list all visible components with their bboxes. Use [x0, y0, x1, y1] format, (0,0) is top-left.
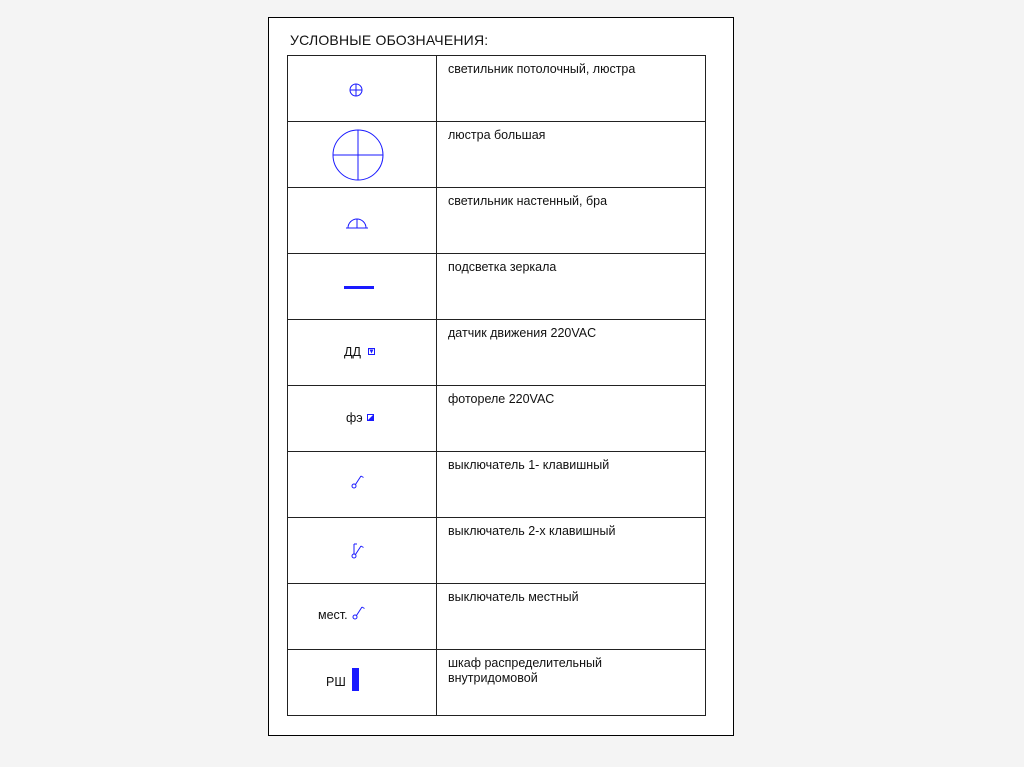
- symbol-label: ДД: [344, 345, 361, 359]
- description-cell: [437, 386, 706, 452]
- legend-table: [287, 55, 706, 716]
- legend-row: [288, 650, 706, 716]
- distribution-cabinet-icon: [352, 668, 360, 692]
- description-cell: [437, 254, 706, 320]
- description-cell: [437, 452, 706, 518]
- symbol-cell: [288, 386, 437, 452]
- switch-2-key-icon: [351, 542, 365, 560]
- description-cell: [437, 320, 706, 386]
- description-text: выключатель местный: [448, 590, 579, 604]
- description-text: выключатель 1- клавишный: [448, 458, 610, 472]
- legend-row: [288, 386, 706, 452]
- legend-row: [288, 188, 706, 254]
- description-cell: [437, 584, 706, 650]
- symbol-cell: [288, 320, 437, 386]
- description-cell: [437, 518, 706, 584]
- description-text: шкаф распределительный внутридомовой: [448, 656, 602, 685]
- description-text: выключатель 2-х клавишный: [448, 524, 616, 538]
- description-text: подсветка зеркала: [448, 260, 557, 274]
- description-text: датчик движения 220VAC: [448, 326, 597, 340]
- legend-page: [268, 17, 734, 736]
- legend-row: [288, 518, 706, 584]
- legend-title: УСЛОВНЫЕ ОБОЗНАЧЕНИЯ:: [290, 32, 489, 48]
- symbol-label: РШ: [326, 675, 346, 689]
- symbol-cell: [288, 452, 437, 518]
- legend-row: [288, 320, 706, 386]
- description-text: светильник потолочный, люстра: [448, 62, 636, 76]
- symbol-cell: [288, 584, 437, 650]
- symbol-cell: [288, 56, 437, 122]
- description-text: фотореле 220VAC: [448, 392, 555, 406]
- motion-sensor-icon: [368, 348, 376, 356]
- legend-row: [288, 254, 706, 320]
- legend-row: [288, 452, 706, 518]
- symbol-label: фэ: [346, 411, 363, 425]
- wall-lamp-icon: [346, 216, 368, 230]
- description-cell: [437, 188, 706, 254]
- ceiling-light-icon: [348, 82, 364, 98]
- description-cell: [437, 650, 706, 716]
- symbol-cell: [288, 254, 437, 320]
- legend-row: [288, 56, 706, 122]
- legend-row: [288, 584, 706, 650]
- local-switch-icon: [352, 605, 366, 621]
- switch-1-key-icon: [351, 474, 365, 490]
- description-cell: [437, 122, 706, 188]
- symbol-label: мест.: [318, 608, 348, 622]
- symbol-cell: [288, 122, 437, 188]
- large-chandelier-icon: [330, 127, 386, 183]
- description-text: люстра большая: [448, 128, 546, 142]
- description-cell: [437, 56, 706, 122]
- symbol-cell: [288, 188, 437, 254]
- legend-row: [288, 122, 706, 188]
- symbol-cell: [288, 518, 437, 584]
- photo-relay-icon: [367, 414, 375, 422]
- mirror-light-icon: [344, 286, 374, 290]
- description-text: светильник настенный, бра: [448, 194, 608, 208]
- symbol-cell: [288, 650, 437, 716]
